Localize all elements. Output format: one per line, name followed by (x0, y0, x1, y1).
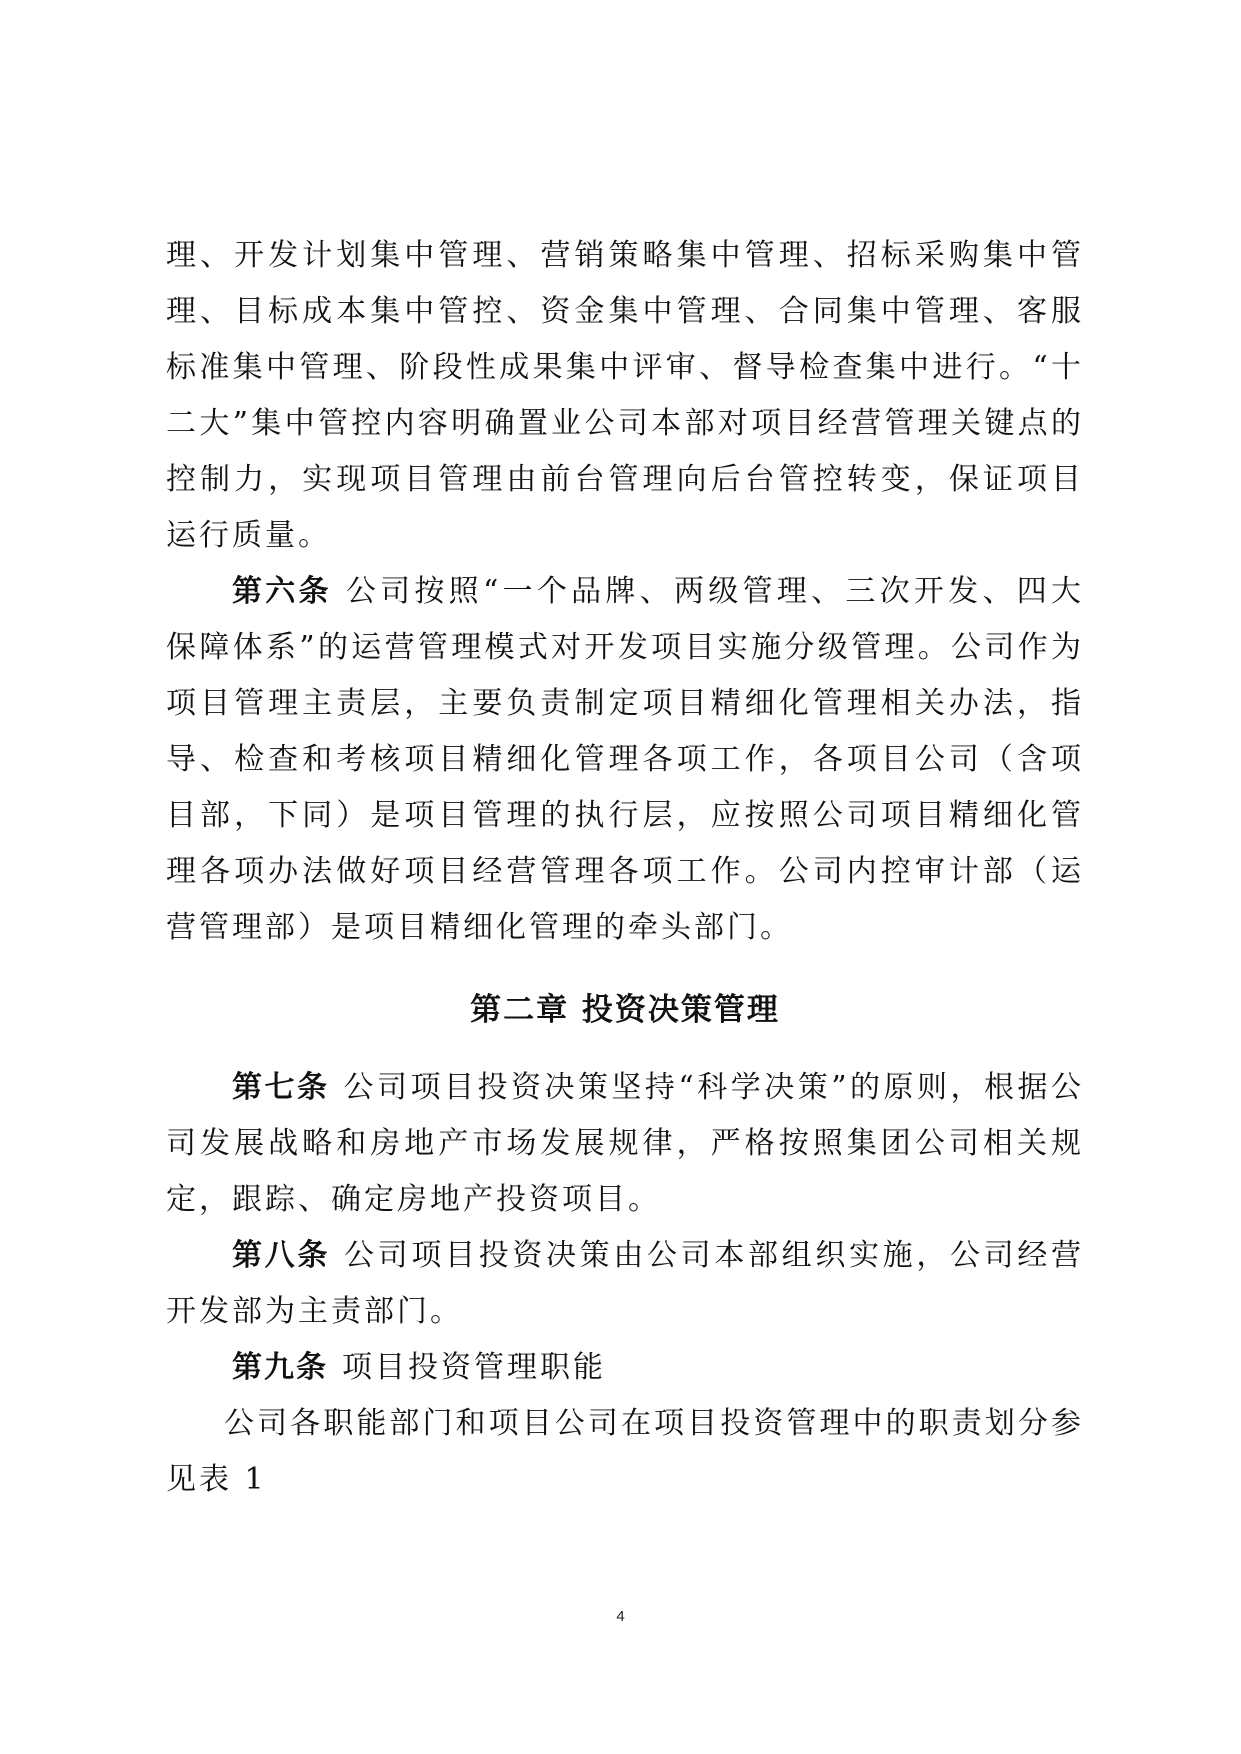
page-number: 4 (616, 1608, 625, 1625)
article-6-body: 公司按照“一个品牌、两级管理、三次开发、四大保障体系”的运营管理模式对开发项目实施分级管理。公司作为项目管理主责层，主要负责制定项目精细化管理相关办法，指导、检查和考核项目精细化管理各项工作，各项目公司（含项目部，下同）是项目管理的执行层，应按照公司项目精细化管理各项办法做好项目经营管理各项工作。公司内控审计部（运营管理部）是项目精细化管理的牵头部门。 (166, 574, 1085, 945)
article-8 (166, 1228, 1084, 1340)
article-9 (166, 1340, 1084, 1396)
article-6 (166, 564, 1084, 956)
article-8-body: 公司项目投资决策由公司本部组织实施，公司经营开发部为主责部门。 (166, 1238, 1084, 1329)
article-9-title: 第九条 (232, 1350, 328, 1385)
article-6-title: 第六条 (232, 574, 332, 609)
article-7-title: 第七条 (232, 1070, 330, 1105)
article-9-body: 项目投资管理职能 (342, 1350, 606, 1385)
article-8-title: 第八条 (232, 1238, 330, 1273)
article-7 (166, 1060, 1084, 1228)
document-body (166, 228, 1084, 1508)
chapter-heading: 第二章 投资决策管理 (470, 992, 780, 1028)
article-7-body: 公司项目投资决策坚持“科学决策”的原则，根据公司发展战略和房地产市场发展规律，严格按照集团公司相关规定，跟踪、确定房地产投资项目。 (166, 1070, 1084, 1217)
paragraph-responsibility: 公司各职能部门和项目公司在项目投资管理中的职责划分参见表 1 (166, 1406, 1084, 1497)
paragraph-continued: 理、开发计划集中管理、营销策略集中管理、招标采购集中管理、目标成本集中管控、资金集中管理、合同集中管理、客服标准集中管理、阶段性成果集中评审、督导检查集中进行。“十二大”集中管控内容明确置业公司本部对项目经营管理关键点的控制力，实现项目管理由前台管理向后台管控转变，保证项目运行质量。 (166, 238, 1084, 553)
